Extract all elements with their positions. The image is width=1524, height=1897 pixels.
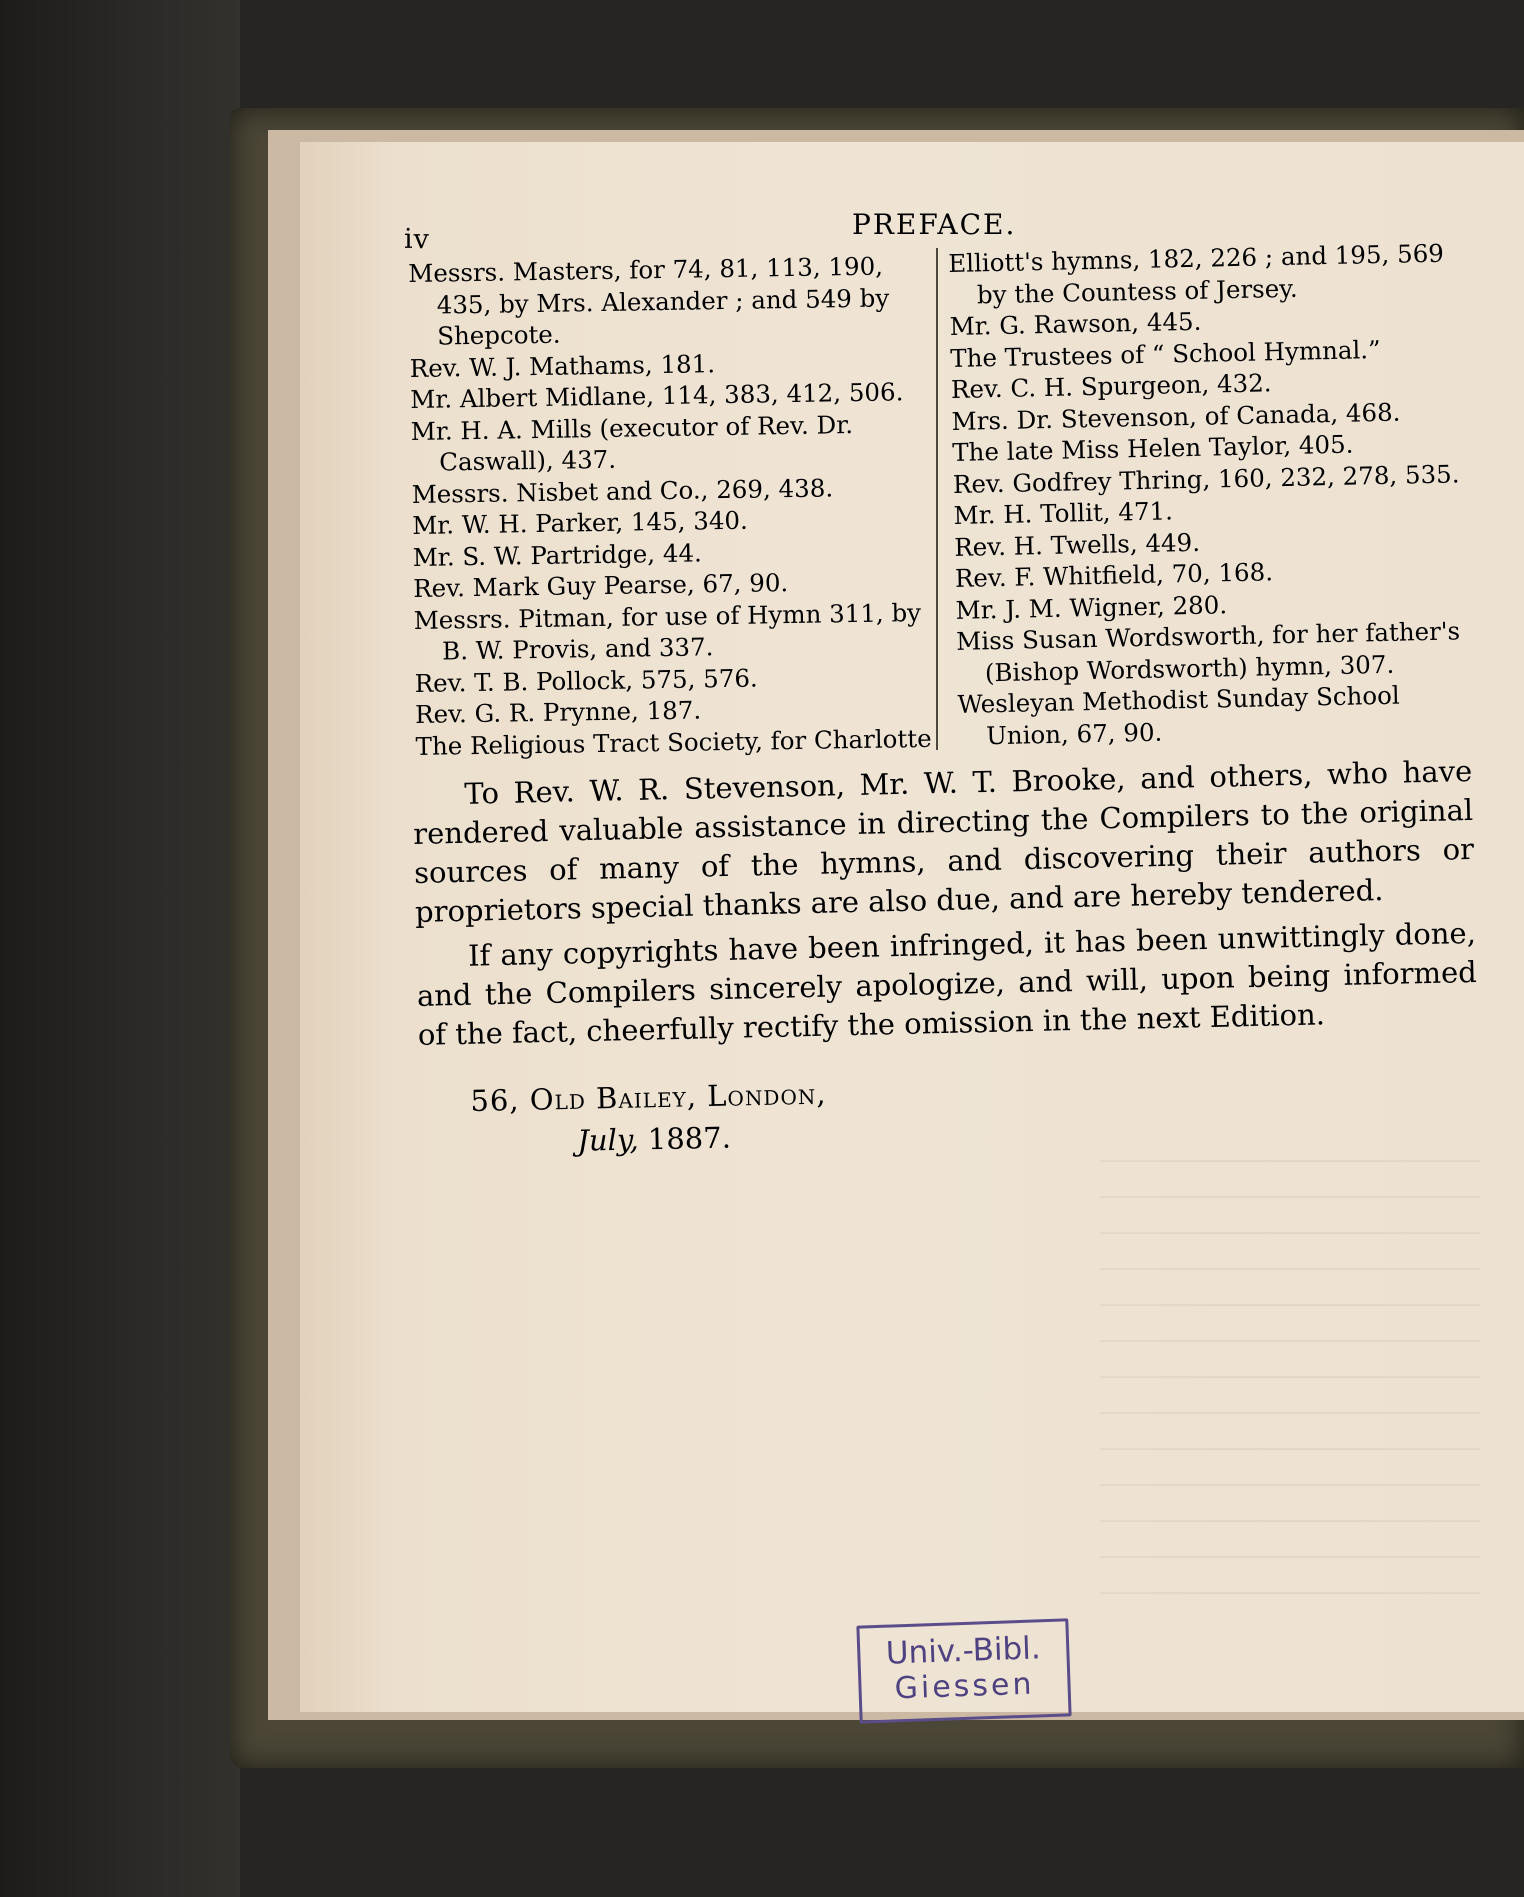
list-item: Rev. H. Twells, 449.	[953, 527, 1201, 562]
list-item: Mr. Albert Midlane, 114, 383, 412, 506.	[409, 377, 904, 414]
list-item: Mr. G. Rawson, 445.	[949, 306, 1202, 341]
page-number: iv	[404, 224, 430, 255]
list-item: The Religious Tract Society, for Charlotte	[415, 723, 932, 761]
stamp-line-2: Giessen	[894, 1666, 1035, 1707]
list-item: The late Miss Helen Taylor, 405.	[951, 429, 1354, 467]
paragraph-copyright: If any copyrights have been infringed, it has been unwittingly done, and the Compilers sincerely apologize, and will, upon being informed of the fact, cheerfully rectify the omission in the next Edition.	[416, 915, 1478, 1052]
date-line	[471, 1115, 828, 1164]
library-stamp	[856, 1618, 1071, 1723]
show-through-text	[1100, 1160, 1480, 1600]
list-item: Rev. T. B. Pollock, 575, 576.	[414, 663, 758, 698]
list-item: The Trustees of “ School Hymnal.”	[950, 334, 1381, 373]
stamp-line-1: Univ.-Bibl.	[885, 1630, 1042, 1672]
address-line: 56, Old Bailey, London,	[470, 1076, 827, 1118]
list-item: Elliott's hymns, 182, 226 ; and 195, 569 by the Countess of Jersey.	[948, 238, 1445, 309]
list-item: Mr. H. A. Mills (executor of Rev. Dr. Caswall), 437.	[410, 409, 854, 477]
left-column	[408, 250, 936, 762]
list-item: Mrs. Dr. Stevenson, of Canada, 468.	[951, 397, 1401, 436]
dark-background	[0, 0, 240, 1897]
list-item: Rev. F. Whitfield, 70, 168.	[954, 557, 1274, 593]
signature-block	[470, 1073, 828, 1164]
list-item: Mr. J. M. Wigner, 280.	[955, 589, 1228, 625]
list-item: Messrs. Nisbet and Co., 269, 438.	[411, 472, 834, 509]
date-month: July,	[576, 1122, 639, 1158]
column-divider	[936, 248, 938, 750]
list-item: Mr. W. H. Parker, 145, 340.	[411, 505, 749, 540]
right-column	[948, 237, 1480, 752]
list-item: Wesleyan Methodist Sunday School Union, 67, 90.	[957, 680, 1400, 750]
paragraph-thanks: To Rev. W. R. Stevenson, Mr. W. T. Brooke, and others, who have rendered valuable assistance in directing the Compilers to the original sources of many of the hymns, and discovering their authors or proprietors special thanks are also due, and are hereby tendered.	[412, 753, 1475, 929]
list-item: Rev. Godfrey Thring, 160, 232, 278, 535.	[952, 458, 1460, 499]
body-text	[412, 752, 1478, 1061]
list-item: Mr. S. W. Partridge, 44.	[412, 537, 703, 572]
list-item: Mr. H. Tollit, 471.	[953, 496, 1174, 530]
list-item: Rev. W. J. Mathams, 181.	[409, 348, 716, 383]
list-item: Rev. C. H. Spurgeon, 432.	[950, 368, 1272, 404]
date-year: 1887.	[647, 1120, 732, 1157]
list-item: Miss Susan Wordsworth, for her father's (Bishop Wordsworth) hymn, 307.	[955, 616, 1461, 687]
list-item: Messrs. Masters, for 74, 81, 113, 190, 435, by Mrs. Alexander ; and 549 by Shepcote.	[408, 251, 890, 351]
running-head: PREFACE.	[852, 208, 1017, 241]
list-item: Rev. G. R. Prynne, 187.	[414, 695, 702, 729]
list-item: Messrs. Pitman, for use of Hymn 311, by B. W. Provis, and 337.	[413, 597, 922, 666]
list-item: Rev. Mark Guy Pearse, 67, 90.	[412, 568, 789, 603]
